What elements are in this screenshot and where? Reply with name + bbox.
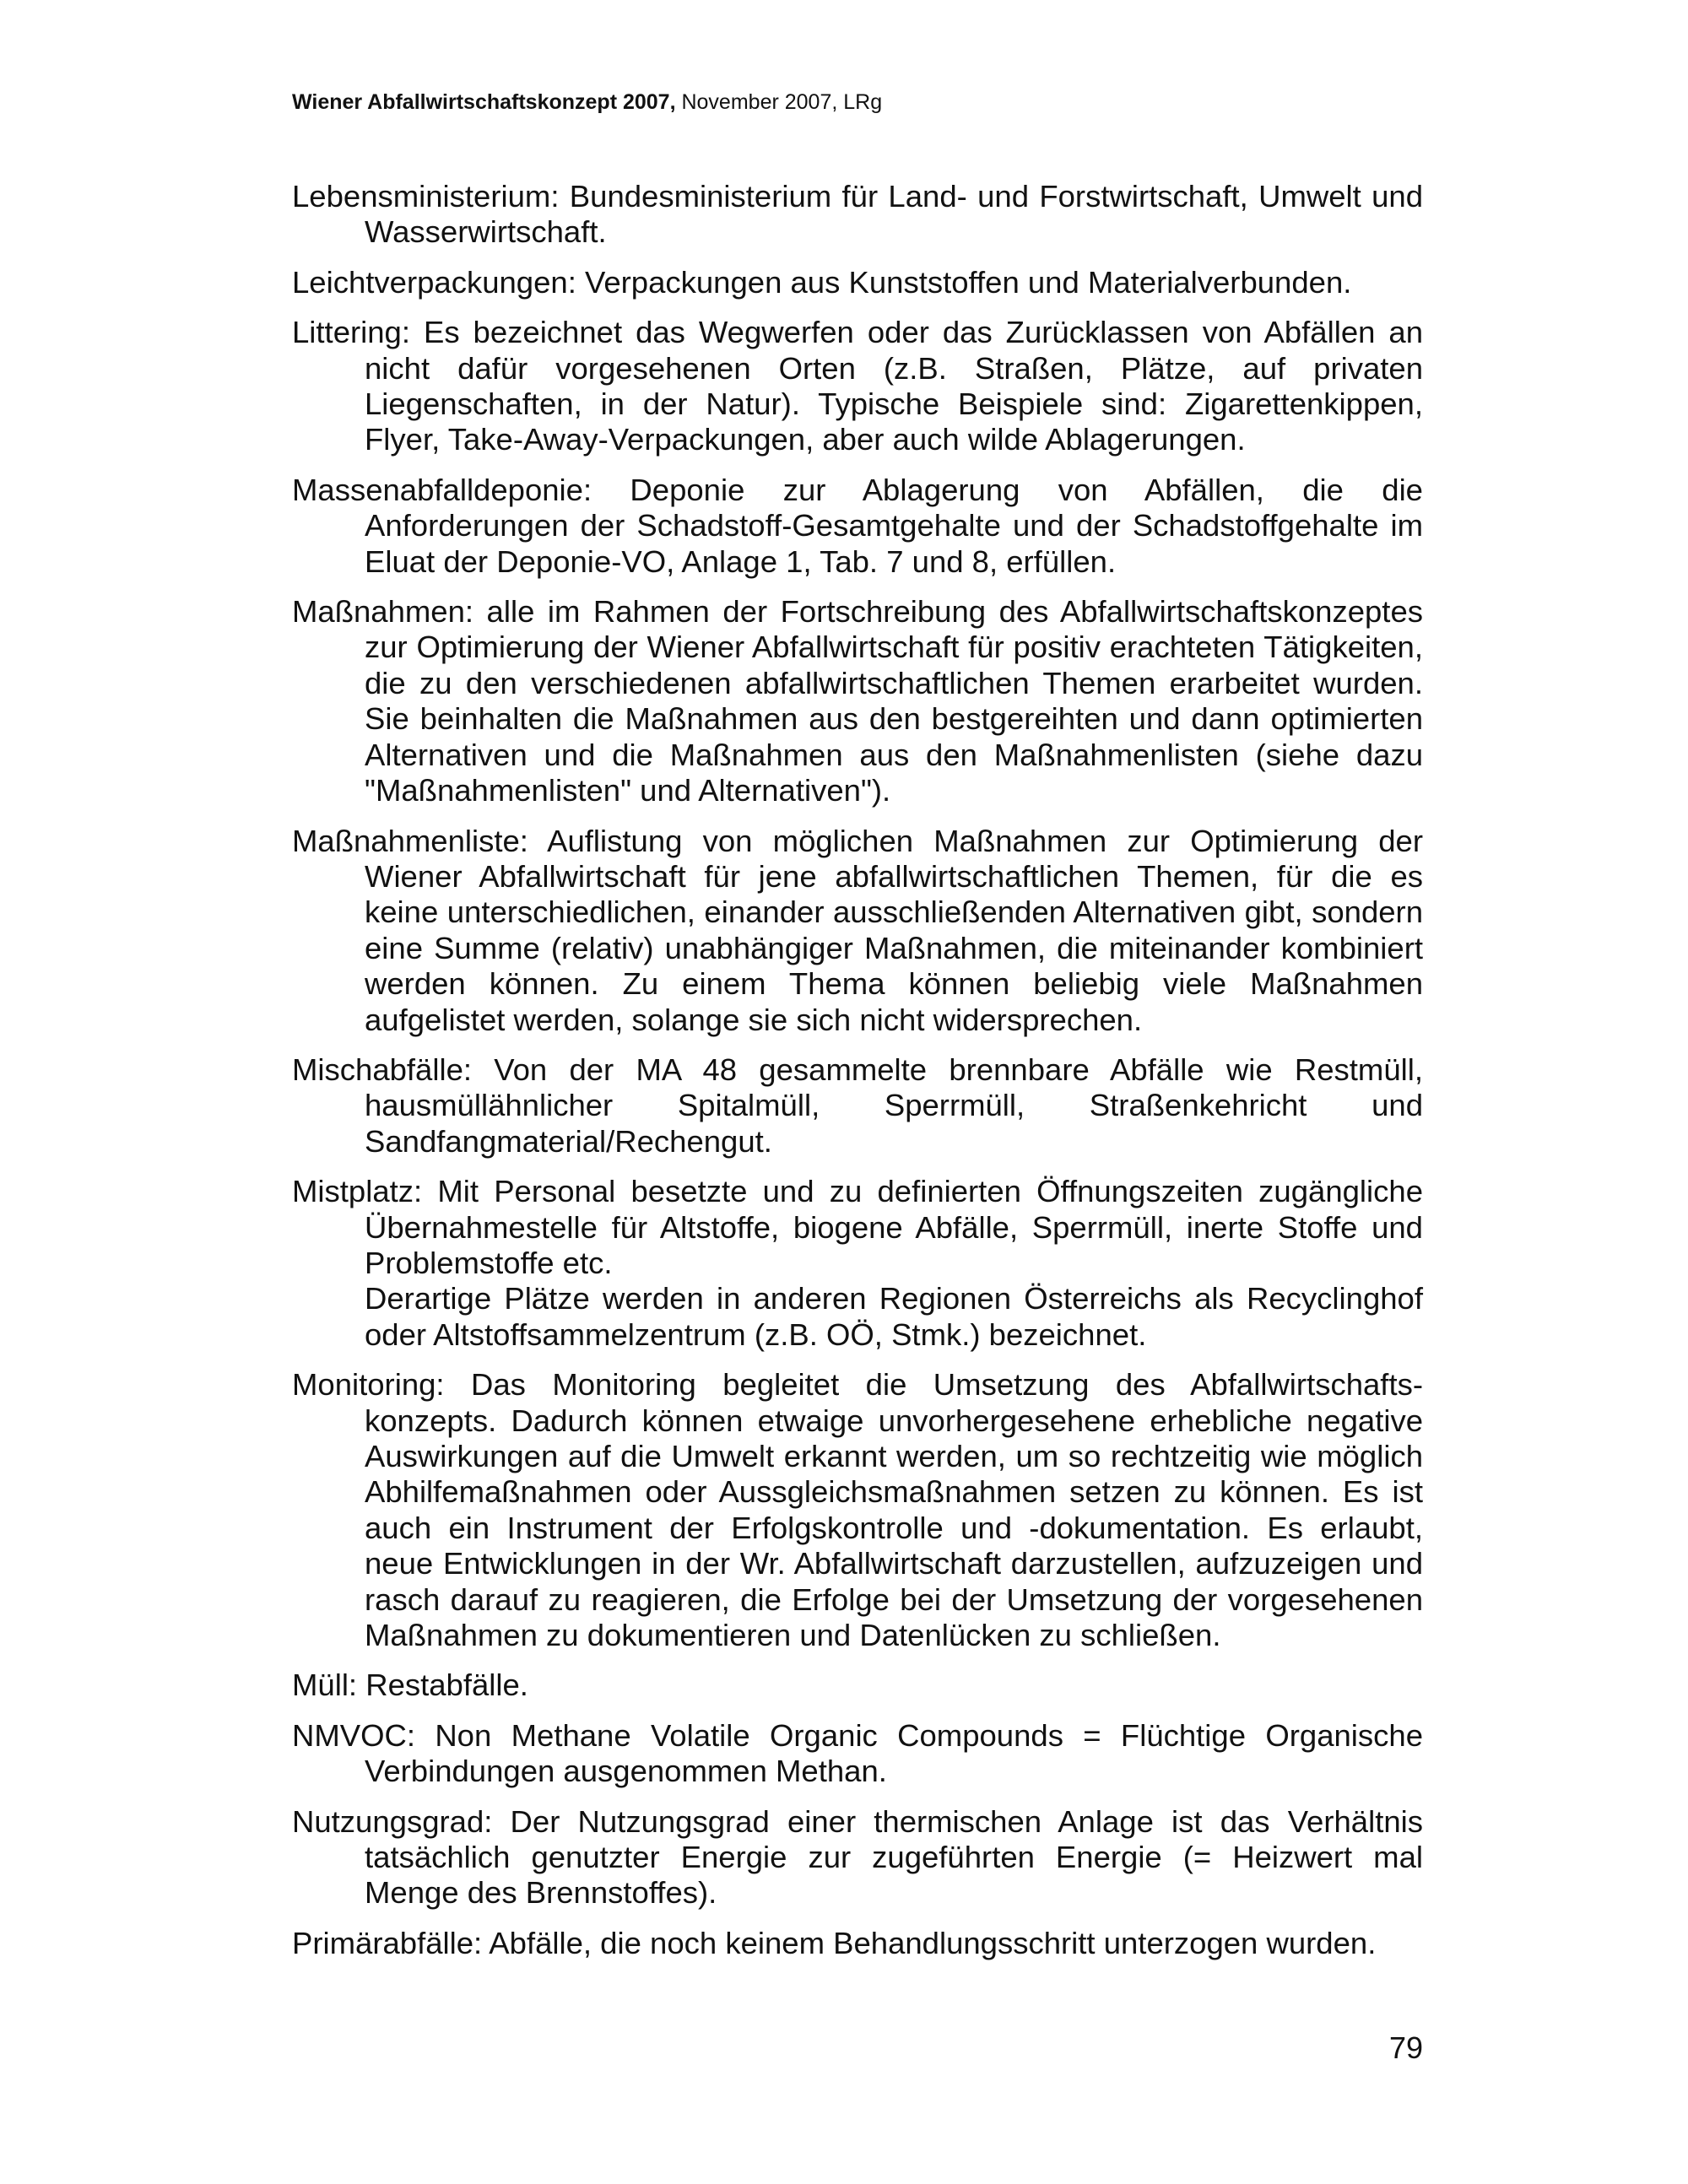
glossary-entry-littering	[292, 315, 1423, 458]
entry-text: Müll: Restabfälle.	[292, 1668, 528, 1703]
glossary-entries	[292, 179, 1423, 1976]
glossary-entry-massnahmen	[292, 594, 1423, 808]
glossary-entry-massnahmenliste	[292, 824, 1423, 1038]
glossary-entry-massenabfalldeponie	[292, 473, 1423, 580]
entry-text: Mistplatz: Mit Personal besetzte und zu definierten Öffnungszeiten zugängliche Übernahmestelle für Altstoffe, biogene Abfälle, Sperrmüll, inerte Stoffe und Problemstoffe etc.	[292, 1174, 1423, 1280]
entry-text: NMVOC: Non Methane Volatile Organic Compounds = Flüchtige Organische Verbindungen ausgenommen Methan.	[292, 1717, 1423, 1789]
entry-text: Maßnahmenliste: Auflistung von möglichen Maßnahmen zur Optimierung der Wiener Abfallwirtschaft für jene abfallwirtschaftlichen Themen, für die es keine unterschiedlichen, einander ausschließenden Alternativen gibt, sondern eine Summe (relativ) unabhängiger Maßnahmen, die miteinander kombiniert werden können. Zu einem Thema können beliebig viele Maßnahmen aufgelistet werden, solange sie sich nicht widersprechen.	[292, 823, 1423, 1037]
entry-text: Mischabfälle: Von der MA 48 gesammelte brennbare Abfälle wie Restmüll, hausmüllähnlicher Spitalmüll, Sperrmüll, Straßenkehricht und Sandfangmaterial/Rechengut.	[292, 1051, 1423, 1159]
glossary-entry-mistplatz	[292, 1174, 1423, 1353]
entry-text: Massenabfalldeponie: Deponie zur Ablagerung von Abfällen, die die Anforderungen der Schadstoff-Gesamtgehalte und der Schadstoffgehalte im Eluat der Deponie-VO, Anlage 1, Tab. 7 und 8, erfüllen.	[292, 472, 1423, 579]
entry-text: Primärabfälle: Abfälle, die noch keinem Behandlungsschritt unterzogen wurden.	[292, 1925, 1377, 1960]
page-number: 79	[1388, 2030, 1423, 2065]
glossary-entry-mischabfaelle	[292, 1052, 1423, 1160]
glossary-entry-nutzungsgrad	[292, 1804, 1423, 1911]
document-title: Wiener Abfallwirtschaftskonzept 2007,	[292, 90, 676, 114]
page-header	[292, 88, 882, 116]
glossary-entry-lebensministerium	[292, 179, 1423, 251]
entry-text: Maßnahmen: alle im Rahmen der Fortschreibung des Abfallwirtschaftskonzeptes zur Optimierung der Wiener Abfallwirtschaft für positiv erachteten Tätigkeiten, die zu den verschiedenen abfallwirtschaftlichen Themen erarbeitet wurden. Sie beinhalten die Maßnahmen aus den bestgereihten und dann optimierten Alternativen und die Maßnahmen aus den Maßnahmenlisten (siehe dazu "Maßnahmenlisten" und Alternativen").	[292, 594, 1423, 808]
glossary-entry-leichtverpackungen	[292, 265, 1423, 300]
entry-text: Nutzungsgrad: Der Nutzungsgrad einer thermischen Anlage ist das Verhältnis tatsächlich genutzter Energie zur zugeführten Energie (= Heizwert mal Menge des Brennstoffes).	[292, 1803, 1423, 1911]
document-date-author: November 2007, LRg	[675, 90, 883, 114]
glossary-entry-nmvoc	[292, 1718, 1423, 1790]
entry-text: Littering: Es bezeichnet das Wegwerfen oder das Zurücklassen von Abfällen an nicht dafür vorgesehenen Orten (z.B. Straßen, Plätze, auf privaten Liegenschaften, in der Natur). Typische Beispiele sind: Zigarettenkippen, Flyer, Take-Away-Verpackungen, aber auch wilde Ablagerungen.	[292, 315, 1423, 457]
entry-continuation: Derartige Plätze werden in anderen Regionen Österreichs als Recyclinghof oder Altstoffsammelzentrum (z.B. OÖ, Stmk.) bezeichnet.	[365, 1281, 1423, 1352]
glossary-entry-monitoring	[292, 1367, 1423, 1653]
entry-text: Monitoring: Das Monitoring begleitet die Umsetzung des Abfallwirtschafts-konzepts. Dadurch können etwaige unvorhergesehene erhebliche negative Auswirkungen auf die Umwelt erkannt werden, um so rechtzeitig wie möglich Abhilfemaßnahmen oder Aussgleichsmaßnahmen setzen zu können. Es ist auch ein Instrument der Erfolgskontrolle und -dokumentation. Es erlaubt, neue Entwicklungen in der Wr. Abfallwirtschaft darzustellen, aufzuzeigen und rasch darauf zu reagieren, die Erfolge bei der Umsetzung der vorgesehenen Maßnahmen zu dokumentieren und Datenlücken zu schließen.	[292, 1367, 1423, 1653]
glossary-entry-muell	[292, 1668, 1423, 1703]
glossary-entry-primaerabfaelle	[292, 1926, 1423, 1961]
entry-text: Leichtverpackungen: Verpackungen aus Kunststoffen und Materialverbunden.	[292, 264, 1352, 300]
entry-text: Lebensministerium: Bundesministerium für Land- und Forstwirtschaft, Umwelt und Wasserwirtschaft.	[292, 179, 1423, 250]
